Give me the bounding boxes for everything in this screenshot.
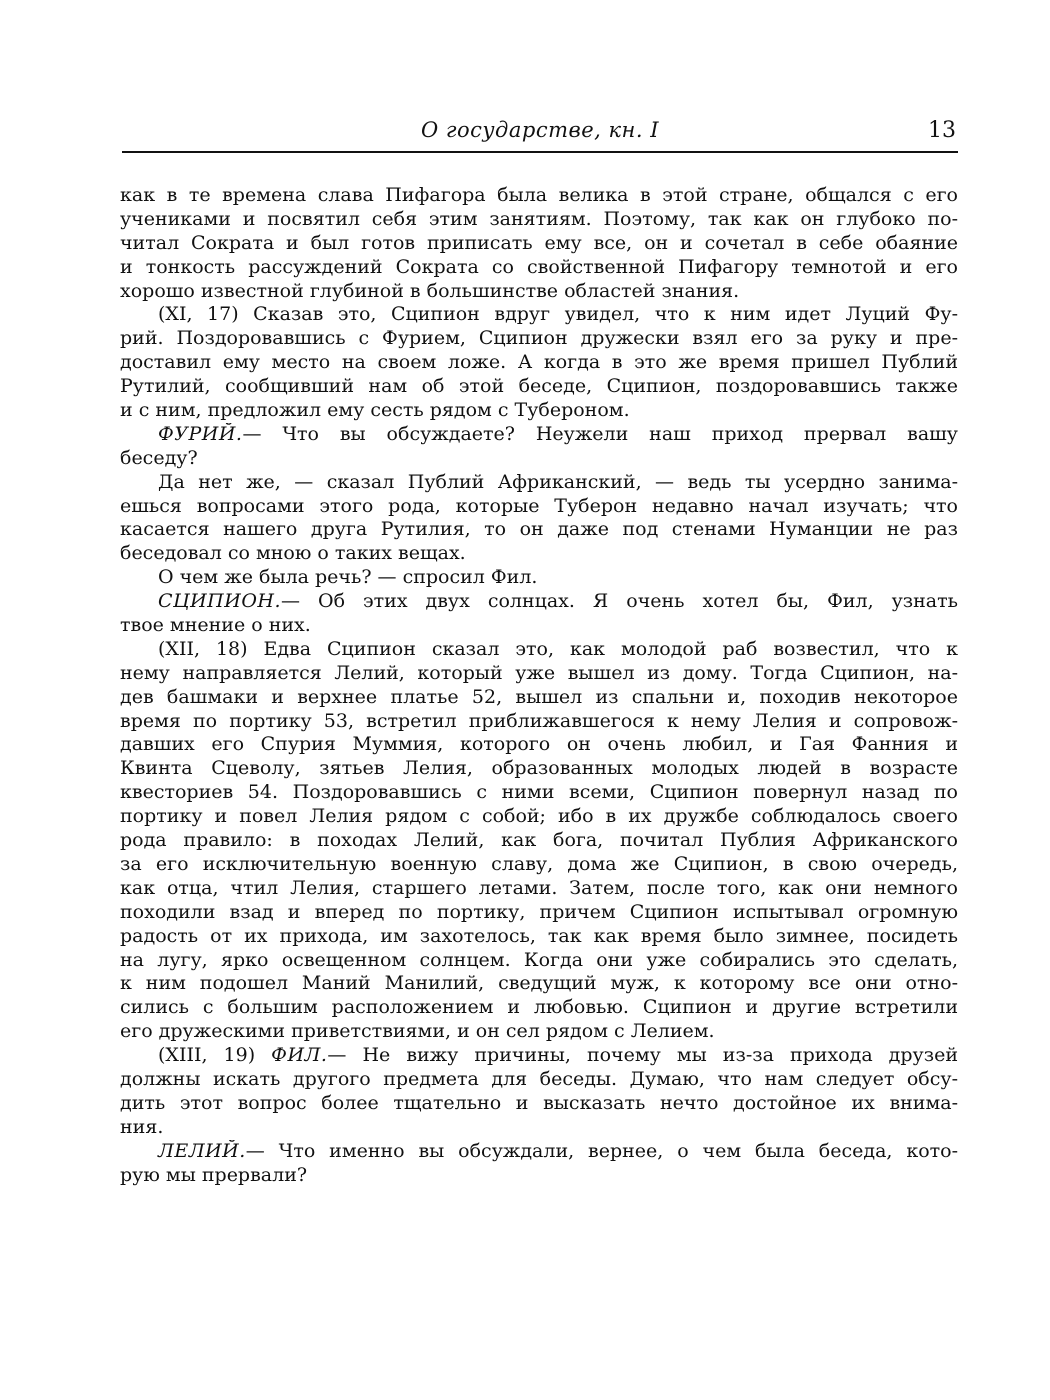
text-line xyxy=(120,829,958,853)
text-line xyxy=(120,1116,958,1140)
text-line xyxy=(120,590,958,614)
text-line xyxy=(120,208,958,232)
text-line xyxy=(120,901,958,925)
text-line xyxy=(120,566,958,590)
page-number: 13 xyxy=(928,118,956,143)
line-text: сились с большим расположением и любовью. Сципион и другие встретили xyxy=(120,996,958,1019)
line-text: походили взад и вперед по портику, причем Сципион испытывал огромную xyxy=(120,900,958,923)
text-line xyxy=(120,877,958,901)
text-line xyxy=(120,327,958,351)
line-text: Рутилий, сообщивший нам об этой беседе, Сципион, поздоровавшись также xyxy=(120,375,958,398)
line-text: его дружескими приветствиями, и он сел рядом с Лелием. xyxy=(120,1020,715,1043)
line-text: давших его Спурия Муммия, которого он очень любил, и Гая Фанния и xyxy=(120,733,958,756)
text-line xyxy=(120,1044,958,1068)
line-text: на лугу, ярко освещенном солнцем. Когда они уже собирались это сделать, xyxy=(120,948,958,971)
line-text: учениками и посвятил себя этим занятиям. Поэтому, так как он глубоко по- xyxy=(120,207,958,230)
text-line xyxy=(120,1092,958,1116)
line-text: как в те времена слава Пифагора была велика в этой стране, общался с его xyxy=(120,184,958,206)
line-text: за его исключительную военную славу, дома же Сципион, в свою очередь, xyxy=(120,852,958,875)
text-line xyxy=(120,184,958,208)
line-text: — Об этих двух солнцах. Я очень хотел бы, Фил, узнать xyxy=(281,590,958,613)
line-text: (XI, 17) Сказав это, Сципион вдруг увидел, что к ним идет Луций Фу- xyxy=(158,303,958,326)
text-line xyxy=(120,232,958,256)
text-line xyxy=(120,710,958,734)
text-line xyxy=(120,972,958,996)
line-text: беседу? xyxy=(120,446,198,469)
line-text: радость от их прихода, им захотелось, так как время было зимнее, посидеть xyxy=(120,924,958,947)
text-line xyxy=(120,805,958,829)
line-text: — Не вижу причины, почему мы из-за прихода друзей xyxy=(327,1044,958,1067)
line-text: рий. Поздоровавшись с Фурием, Сципион дружески взял его за руку и пре- xyxy=(120,327,958,350)
line-text: портику и повел Лелия рядом с собой; ибо в их дружбе соблюдалось своего xyxy=(120,805,958,828)
line-text: хорошо известной глубиной в большинстве областей знания. xyxy=(120,279,740,302)
speaker-name: ФУРИЙ. xyxy=(158,422,243,445)
line-text: и с ним, предложил ему сесть рядом с Тубероном. xyxy=(120,399,630,422)
running-head xyxy=(120,118,960,154)
line-text: ния. xyxy=(120,1115,164,1138)
text-line xyxy=(120,662,958,686)
text-line xyxy=(120,1020,958,1044)
header-rule xyxy=(122,151,958,153)
line-text: дить этот вопрос более тщательно и высказать нечто достойное их внима- xyxy=(120,1091,958,1114)
text-line xyxy=(120,423,958,447)
text-line xyxy=(120,399,958,423)
line-text: квесториев 54. Поздоровавшись с ними всеми, Сципион повернул назад по xyxy=(120,781,958,804)
text-line xyxy=(120,1068,958,1092)
text-line xyxy=(120,1164,958,1188)
line-text: ешься вопросами этого рода, которые Туберон недавно начал изучать; что xyxy=(120,494,958,517)
line-text: Да нет же, — сказал Публий Африканский, — ведь ты усердно занима- xyxy=(158,470,958,493)
text-line xyxy=(120,925,958,949)
line-text: касается нашего друга Рутилия, то он даже под стенами Нуманции не раз xyxy=(120,518,958,541)
line-text: нему направляется Лелий, который уже вышел из дому. Тогда Сципион, на- xyxy=(120,661,958,684)
line-text: рода правило: в походах Лелий, как бога, почитал Публия Африканского xyxy=(120,829,958,852)
line-text: беседовал со мною о таких вещах. xyxy=(120,542,466,565)
text-line xyxy=(120,757,958,781)
text-line xyxy=(120,686,958,710)
line-text: к ним подошел Маний Манилий, сведущий муж, к которому все они отно- xyxy=(120,972,958,995)
text-line xyxy=(120,471,958,495)
speaker-name: ФИЛ. xyxy=(271,1044,328,1067)
line-text: читал Сократа и был готов приписать ему все, он и сочетал в себе обаяние xyxy=(120,231,958,254)
line-text: должны искать другого предмета для беседы. Думаю, что нам следует обсу- xyxy=(120,1067,958,1090)
text-line xyxy=(120,733,958,757)
line-text: — Что именно вы обсуждали, вернее, о чем была беседа, кото- xyxy=(245,1139,958,1162)
text-line xyxy=(120,351,958,375)
line-text: как отца, чтил Лелия, старшего летами. Затем, после того, как они немного xyxy=(120,876,958,899)
running-title: О государстве, кн. I xyxy=(420,118,660,142)
line-text: Квинта Сцеволу, зятьев Лелия, образованных молодых людей в возрасте xyxy=(120,757,958,780)
text-line xyxy=(120,781,958,805)
line-text: (XIII, 19) xyxy=(158,1044,272,1067)
line-text: и тонкость рассуждений Сократа со свойственной Пифагору темнотой и его xyxy=(120,255,958,278)
line-text: время по портику 53, встретил приближавшегося к нему Лелия и сопровож- xyxy=(120,709,958,732)
text-line xyxy=(120,256,958,280)
line-text: твое мнение о них. xyxy=(120,614,311,637)
text-line xyxy=(120,542,958,566)
line-text: дев башмаки и верхнее платье 52, вышел из спальни и, походив некоторое xyxy=(120,685,958,708)
text-line xyxy=(120,638,958,662)
line-text: рую мы прервали? xyxy=(120,1163,308,1186)
text-line xyxy=(120,280,958,304)
speaker-name: СЦИПИОН. xyxy=(158,590,282,613)
line-text: О чем же была речь? — спросил Фил. xyxy=(158,566,538,589)
speaker-name: ЛЕЛИЙ. xyxy=(158,1139,246,1162)
line-text: — Что вы обсуждаете? Неужели наш приход прервал вашу xyxy=(242,422,958,445)
body-text xyxy=(120,184,958,1187)
text-line xyxy=(120,518,958,542)
text-line xyxy=(120,614,958,638)
text-line xyxy=(120,1140,958,1164)
text-line xyxy=(120,303,958,327)
text-line xyxy=(120,447,958,471)
text-line xyxy=(120,996,958,1020)
text-line xyxy=(120,495,958,519)
text-line xyxy=(120,853,958,877)
line-text: (XII, 18) Едва Сципион сказал это, как молодой раб возвестил, что к xyxy=(158,637,958,660)
text-line xyxy=(120,949,958,973)
line-text: доставил ему место на своем ложе. А когда в это же время пришел Публий xyxy=(120,351,958,374)
text-line xyxy=(120,375,958,399)
